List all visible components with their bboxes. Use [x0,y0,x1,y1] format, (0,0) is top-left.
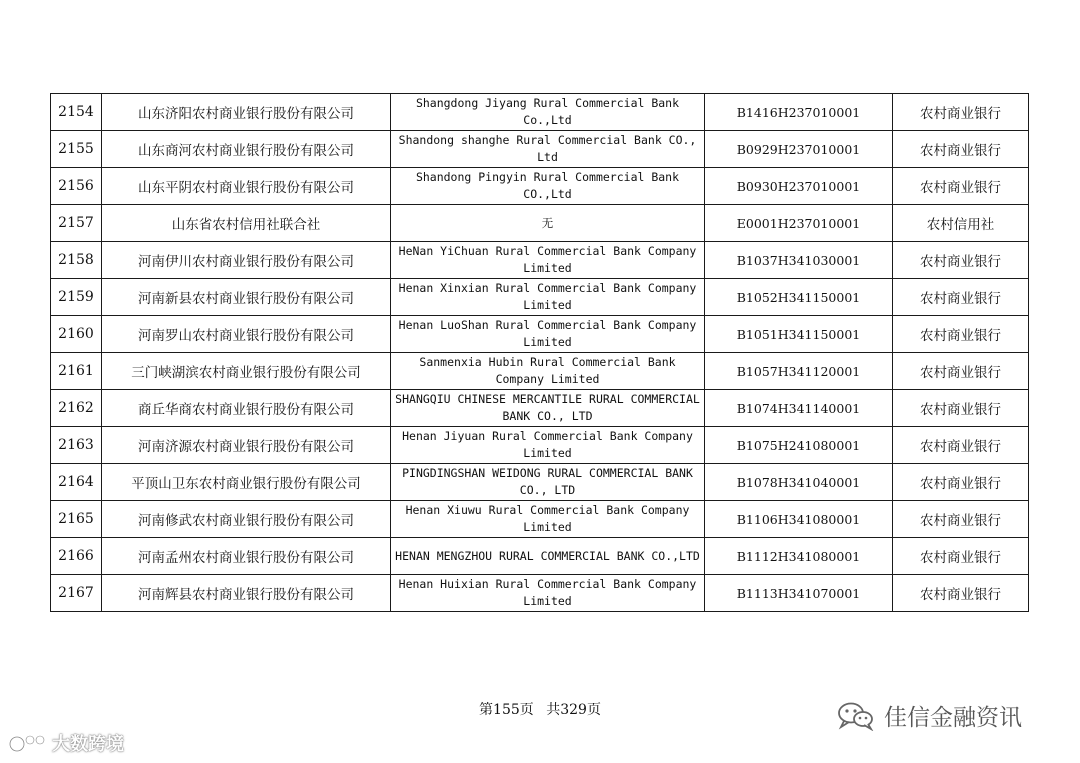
watermark-right-text: 佳信金融资讯 [884,705,1022,731]
watermark-left-text: 大数跨境 [52,734,124,755]
page-number: 第155页 [479,702,534,718]
institution-type: 农村商业银行 [893,464,1029,501]
institution-type: 农村商业银行 [893,168,1029,205]
institution-code: E0001H237010001 [705,205,893,242]
bank-name-cn: 山东济阳农村商业银行股份有限公司 [102,94,391,131]
table-row [51,242,1029,279]
bank-name-en: Shandong shanghe Rural Commercial Bank CO., Ltd [391,131,705,168]
institution-code: B1051H341150001 [705,316,893,353]
bank-name-cn: 商丘华商农村商业银行股份有限公司 [102,390,391,427]
institution-code: B1074H341140001 [705,390,893,427]
table-row [51,575,1029,612]
bank-name-en: SHANGQIU CHINESE MERCANTILE RURAL COMMERCIAL BANK CO., LTD [391,390,705,427]
institution-type: 农村商业银行 [893,427,1029,464]
bank-name-en: Henan Huixian Rural Commercial Bank Company Limited [391,575,705,612]
bank-name-cn: 山东平阴农村商业银行股份有限公司 [102,168,391,205]
bank-name-cn: 山东省农村信用社联合社 [102,205,391,242]
bank-list-table [50,93,1029,612]
table-row [51,94,1029,131]
row-number: 2167 [51,575,102,612]
bank-name-en: HENAN MENGZHOU RURAL COMMERCIAL BANK CO.,LTD [391,538,705,575]
institution-code: B1052H341150001 [705,279,893,316]
bank-name-en: Henan Xinxian Rural Commercial Bank Company Limited [391,279,705,316]
table-row [51,501,1029,538]
row-number: 2158 [51,242,102,279]
institution-type: 农村商业银行 [893,390,1029,427]
bank-name-en: Shandong Pingyin Rural Commercial Bank CO.,Ltd [391,168,705,205]
table-row [51,316,1029,353]
institution-code: B1057H341120001 [705,353,893,390]
watermark-right [836,699,1022,732]
row-number: 2164 [51,464,102,501]
institution-type: 农村商业银行 [893,242,1029,279]
row-number: 2165 [51,501,102,538]
institution-type: 农村商业银行 [893,538,1029,575]
bank-name-cn: 河南孟州农村商业银行股份有限公司 [102,538,391,575]
institution-code: B1037H341030001 [705,242,893,279]
watermark-left [8,730,124,756]
institution-code: B1113H341070001 [705,575,893,612]
bank-name-en: Henan Jiyuan Rural Commercial Bank Company Limited [391,427,705,464]
table-row [51,353,1029,390]
table-body [51,94,1029,612]
bank-name-cn: 山东商河农村商业银行股份有限公司 [102,131,391,168]
institution-code: B0930H237010001 [705,168,893,205]
row-number: 2162 [51,390,102,427]
bank-name-en: Henan LuoShan Rural Commercial Bank Company Limited [391,316,705,353]
institution-code: B1078H341040001 [705,464,893,501]
institution-code: B0929H237010001 [705,131,893,168]
table-row [51,205,1029,242]
institution-type: 农村商业银行 [893,501,1029,538]
table-row [51,131,1029,168]
bank-name-en: HeNan YiChuan Rural Commercial Bank Company Limited [391,242,705,279]
institution-type: 农村商业银行 [893,316,1029,353]
institution-code: B1416H237010001 [705,94,893,131]
table-row [51,279,1029,316]
table-row [51,168,1029,205]
bank-name-en: 无 [391,205,705,242]
bank-name-cn: 平顶山卫东农村商业银行股份有限公司 [102,464,391,501]
bank-name-cn: 河南新县农村商业银行股份有限公司 [102,279,391,316]
row-number: 2154 [51,94,102,131]
row-number: 2160 [51,316,102,353]
bank-name-cn: 三门峡湖滨农村商业银行股份有限公司 [102,353,391,390]
row-number: 2166 [51,538,102,575]
row-number: 2163 [51,427,102,464]
institution-type: 农村信用社 [893,205,1029,242]
table-row [51,427,1029,464]
row-number: 2157 [51,205,102,242]
institution-type: 农村商业银行 [893,131,1029,168]
table-row [51,390,1029,427]
institution-type: 农村商业银行 [893,279,1029,316]
table-row [51,538,1029,575]
institution-code: B1112H341080001 [705,538,893,575]
page-total: 共329页 [546,702,601,718]
bank-name-cn: 河南济源农村商业银行股份有限公司 [102,427,391,464]
row-number: 2156 [51,168,102,205]
institution-code: B1075H241080001 [705,427,893,464]
bank-name-en: Henan Xiuwu Rural Commercial Bank Company Limited [391,501,705,538]
bank-name-cn: 河南罗山农村商业银行股份有限公司 [102,316,391,353]
institution-type: 农村商业银行 [893,575,1029,612]
bank-name-en: PINGDINGSHAN WEIDONG RURAL COMMERCIAL BANK CO., LTD [391,464,705,501]
bank-name-en: Sanmenxia Hubin Rural Commercial Bank Company Limited [391,353,705,390]
bank-name-en: Shangdong Jiyang Rural Commercial Bank Co.,Ltd [391,94,705,131]
row-number: 2155 [51,131,102,168]
row-number: 2161 [51,353,102,390]
bank-name-cn: 河南伊川农村商业银行股份有限公司 [102,242,391,279]
table-row [51,464,1029,501]
bank-name-cn: 河南修武农村商业银行股份有限公司 [102,501,391,538]
logo-icon [8,732,48,754]
institution-type: 农村商业银行 [893,94,1029,131]
wechat-icon [836,701,876,731]
institution-code: B1106H341080001 [705,501,893,538]
row-number: 2159 [51,279,102,316]
bank-name-cn: 河南辉县农村商业银行股份有限公司 [102,575,391,612]
institution-type: 农村商业银行 [893,353,1029,390]
